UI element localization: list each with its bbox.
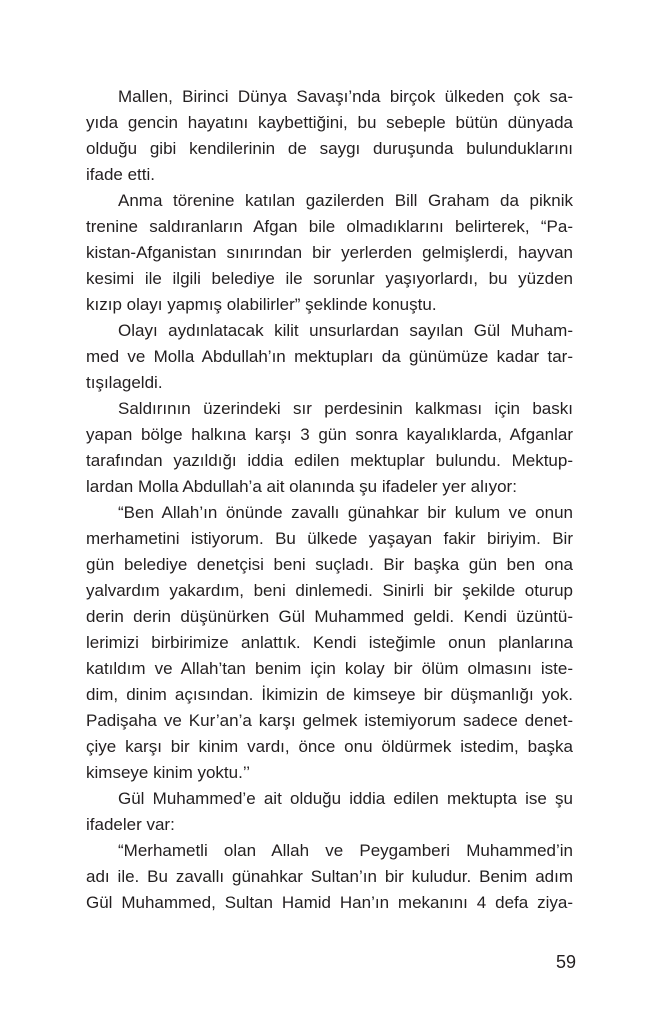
- text-line: merhametini istiyorum. Bu ülkede yaşayan fakir biriyim. Bir: [86, 529, 573, 548]
- text-line: Gül Muhammed, Sultan Hamid Han’ın mekanını 4 defa ziya-: [86, 893, 573, 912]
- text-line: kesimi ile ilgili belediye ile sorunlar yaşıyorlardı, bu yüzden: [86, 269, 573, 288]
- text-line: Mallen, Birinci Dünya Savaşı’nda birçok ülkeden çok sa-: [118, 87, 573, 106]
- body-text: [86, 84, 573, 916]
- text-line: olduğu gibi kendilerinin de saygı duruşunda bulunduklarını: [86, 139, 573, 158]
- text-line: lardan Molla Abdullah’a ait olanında şu ifadeler yer alıyor:: [86, 477, 517, 496]
- text-line: lerimizi birbirimize anlattık. Kendi isteğimle onun planlarına: [86, 633, 573, 652]
- text-line: “Ben Allah’ın önünde zavallı günahkar bir kulum ve onun: [118, 503, 573, 522]
- text-line: trenine saldıranların Afgan bile olmadıklarını belirterek, “Pa-: [86, 217, 573, 236]
- text-line: Gül Muhammed’e ait olduğu iddia edilen mektupta ise şu: [118, 789, 573, 808]
- text-line: yalvardım yakardım, beni dinlemedi. Sinirli bir şekilde oturup: [86, 581, 573, 600]
- text-line: Saldırının üzerindeki sır perdesinin kalkması için baskı: [118, 399, 573, 418]
- text-line: çiye karşı bir kinim vardı, önce onu öldürmek istedim, başka: [86, 737, 573, 756]
- text-line: yıda gencin hayatını kaybettiğini, bu sebeple bütün dünyada: [86, 113, 573, 132]
- text-line: yapan bölge halkına karşı 3 gün sonra kayalıklarda, Afganlar: [86, 425, 573, 444]
- text-line: Anma törenine katılan gazilerden Bill Graham da piknik: [118, 191, 573, 210]
- text-line: tarafından yazıldığı iddia edilen mektuplar bulundu. Mektup-: [86, 451, 573, 470]
- text-line: kimseye kinim yoktu.’’: [86, 763, 251, 782]
- text-line: derin derin düşünürken Gül Muhammed geldi. Kendi üzüntü-: [86, 607, 573, 626]
- text-line: adı ile. Bu zavallı günahkar Sultan’ın bir kuludur. Benim adım: [86, 867, 573, 886]
- text-line: ifade etti.: [86, 165, 155, 184]
- text-line: dim, dinim açısından. İkimizin de kimseye bir düşmanlığı yok.: [86, 685, 573, 704]
- text-line: tışılageldi.: [86, 373, 163, 392]
- text-line: gün belediye denetçisi beni suçladı. Bir başka gün ben ona: [86, 555, 573, 574]
- text-line: kızıp olayı yapmış olabilirler” şeklinde konuştu.: [86, 295, 437, 314]
- text-line: Olayı aydınlatacak kilit unsurlardan sayılan Gül Muham-: [118, 321, 573, 340]
- text-line: katıldım ve Allah’tan benim için kolay bir ölüm olmasını iste-: [86, 659, 573, 678]
- text-line: “Merhametli olan Allah ve Peygamberi Muhammed’in: [118, 841, 573, 860]
- text-line: ifadeler var:: [86, 815, 175, 834]
- text-line: kistan-Afganistan sınırından bir yerlerden gelmişlerdi, hayvan: [86, 243, 573, 262]
- text-line: Padişaha ve Kur’an’a karşı gelmek istemiyorum sadece denet-: [86, 711, 573, 730]
- text-line: med ve Molla Abdullah’ın mektupları da günümüze kadar tar-: [86, 347, 573, 366]
- page-number: 59: [555, 952, 576, 972]
